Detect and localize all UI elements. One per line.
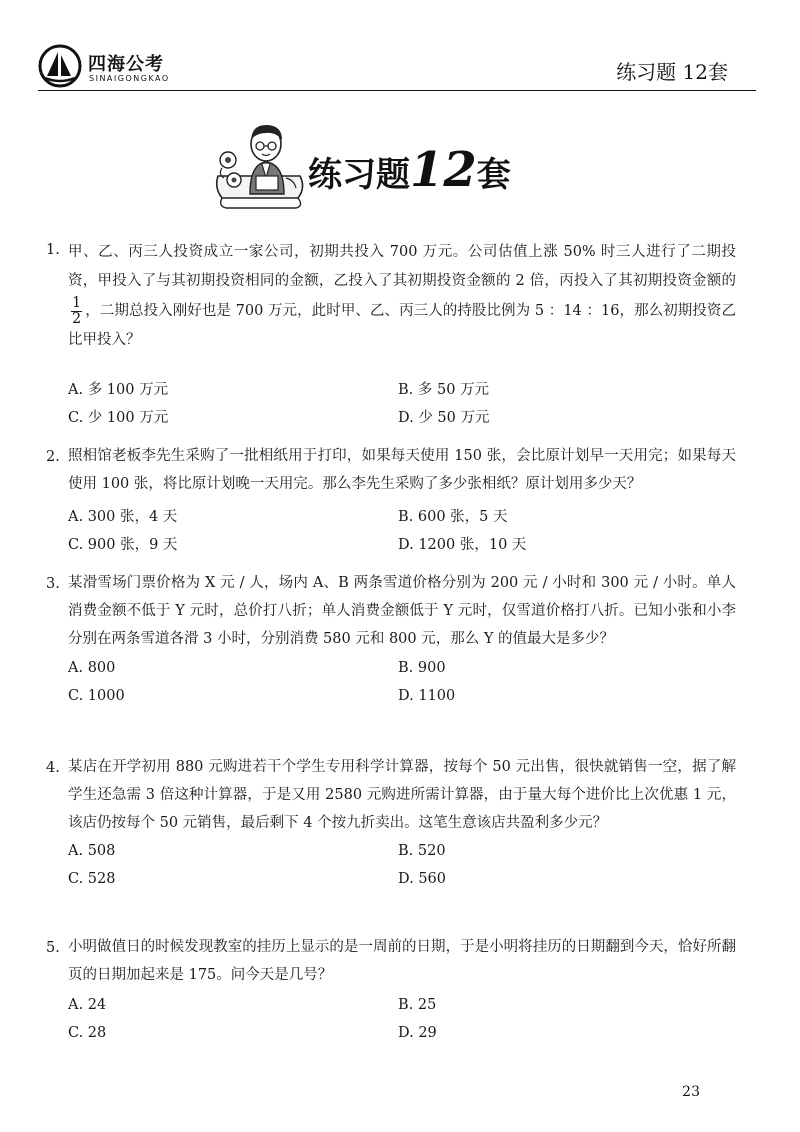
question-text: 小明做值日的时候发现教室的挂历上显示的是一周前的日期，于是小明将挂历的日期翻到今天，恰好所翻页的日期加起来是 175。问今天是几号？ bbox=[68, 939, 736, 983]
question-text bbox=[68, 238, 736, 355]
option-b[interactable]: B. 600 张，5 天 bbox=[398, 509, 508, 525]
brand-logo bbox=[38, 44, 208, 92]
option-c[interactable]: C. 28 bbox=[68, 1025, 107, 1041]
option-b[interactable]: B. 多 50 万元 bbox=[398, 382, 490, 398]
option-d[interactable]: D. 29 bbox=[398, 1025, 437, 1041]
fraction-one-half bbox=[71, 296, 82, 326]
title-prefix: 练习题 bbox=[308, 155, 410, 195]
fraction-numerator: 1 bbox=[72, 295, 82, 311]
question-number: 1. bbox=[46, 242, 60, 258]
title-number: 12 bbox=[410, 142, 477, 198]
option-a[interactable]: A. 24 bbox=[68, 997, 107, 1013]
question-2 bbox=[46, 449, 736, 509]
question-text-part1: 甲、乙、丙三人投资成立一家公司，初期共投入 700 万元。公司估值上涨 50% 时三人进行了二期投资，甲投入了与其初期投资相同的金额，乙投入了其初期投资金额的 2 倍，丙投入了其初期投资金额的 bbox=[68, 244, 736, 289]
option-b[interactable]: B. 25 bbox=[398, 997, 437, 1013]
question-number: 4. bbox=[46, 760, 60, 776]
student-illustration-icon bbox=[212, 118, 312, 214]
option-d[interactable]: D. 560 bbox=[398, 871, 447, 887]
question-text: 某滑雪场门票价格为 X 元 / 人，场内 A、B 两条雪道价格分别为 200 元 / 小时和 300 元 / 小时。单人消费金额不低于 Y 元时，总价打八折；单人消费金额低于 Y 元时，仅雪道价格打八折。已知小张和小李分别在两条雪道各滑 3 小时，分别消费 580 元和 800 元，那么 Y 的值最大是多少？ bbox=[68, 575, 736, 647]
fraction-denominator: 2 bbox=[72, 310, 82, 327]
option-c[interactable]: C. 少 100 万元 bbox=[68, 410, 169, 426]
option-a[interactable]: A. 508 bbox=[68, 843, 116, 859]
question-number: 2. bbox=[46, 449, 60, 465]
question-5 bbox=[46, 940, 736, 1000]
option-a[interactable]: A. 800 bbox=[68, 660, 116, 676]
question-text-part2: ，二期总投入刚好也是 700 万元，此时甲、乙、丙三人的持股比例为 5 ：14 ：16，那么初期投资乙比甲投入？ bbox=[68, 303, 736, 348]
logo-text: 四海公考 bbox=[88, 54, 164, 75]
option-d[interactable]: D. 少 50 万元 bbox=[398, 410, 490, 426]
question-text: 某店在开学初用 880 元购进若干个学生专用科学计算器，按每个 50 元出售，很快就销售一空，据了解学生还急需 3 倍这种计算器，于是又用 2580 元购进所需计算器，由于量大每个进价比上次优惠 1 元，该店仍按每个 50 元销售，最后剩下 4 个按九折卖出。这笔生意该店共盈利多少元？ bbox=[68, 759, 736, 831]
question-text: 照相馆老板李先生采购了一批相纸用于打印，如果每天使用 150 张，会比原计划早一天用完；如果每天使用 100 张，将比原计划晚一天用完。那么李先生采购了多少张相纸？原计划用多少天？ bbox=[68, 448, 736, 492]
question-number: 5. bbox=[46, 940, 60, 956]
question-4 bbox=[46, 760, 736, 844]
option-d[interactable]: D. 1100 bbox=[398, 688, 456, 704]
question-number: 3. bbox=[46, 576, 60, 592]
option-a[interactable]: A. 300 张，4 天 bbox=[68, 509, 178, 525]
sailboat-logo-icon bbox=[38, 44, 82, 88]
option-b[interactable]: B. 520 bbox=[398, 843, 446, 859]
question-3 bbox=[46, 576, 736, 660]
option-c[interactable]: C. 528 bbox=[68, 871, 116, 887]
option-b[interactable]: B. 900 bbox=[398, 660, 446, 676]
section-label: 练习题 12套 bbox=[616, 60, 728, 84]
option-c[interactable]: C. 900 张，9 天 bbox=[68, 537, 178, 553]
title-suffix: 套 bbox=[476, 155, 511, 195]
page-title bbox=[308, 142, 511, 198]
header-divider bbox=[38, 90, 756, 91]
logo-subtext: SINAIGONGKAO bbox=[89, 74, 170, 83]
option-d[interactable]: D. 1200 张，10 天 bbox=[398, 537, 527, 553]
option-c[interactable]: C. 1000 bbox=[68, 688, 125, 704]
option-a[interactable]: A. 多 100 万元 bbox=[68, 382, 169, 398]
question-1 bbox=[46, 238, 736, 428]
page-number: 23 bbox=[682, 1084, 700, 1100]
